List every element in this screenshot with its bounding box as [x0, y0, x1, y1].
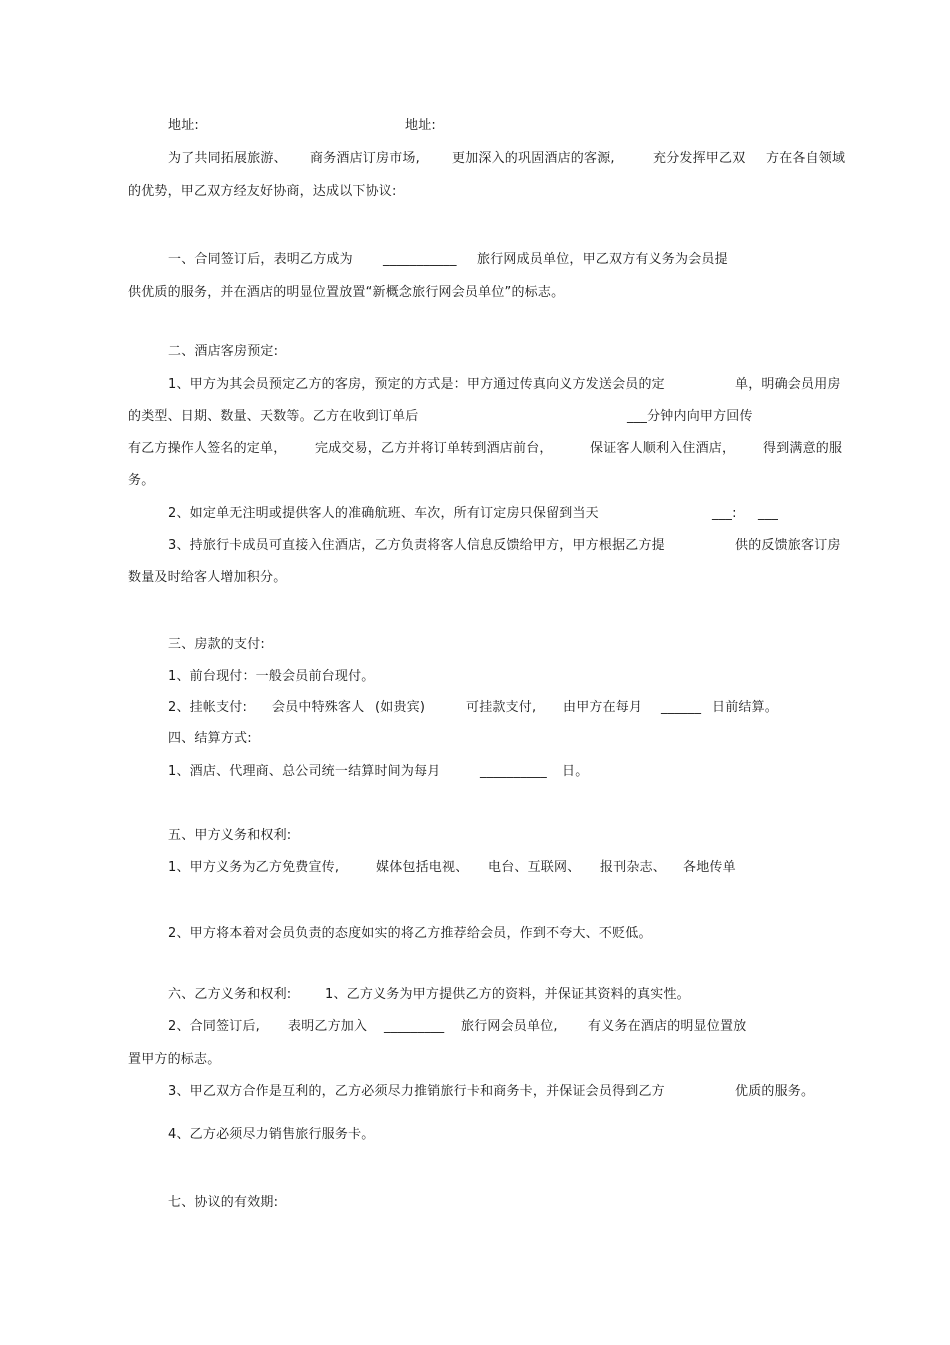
section4-item1-segment: 日。	[562, 764, 589, 779]
section2-item1-segment: 的类型、日期、数量、天数等。乙方在收到订单后	[128, 409, 419, 424]
address-label-party-a: 地址:	[168, 118, 199, 133]
section1-segment: 旅行网成员单位，甲乙双方有义务为会员提	[477, 252, 728, 267]
section4-heading: 四、结算方式:	[168, 731, 252, 746]
section6-item2-segment: 表明乙方加入	[288, 1019, 368, 1034]
section2-item1-segment: 1、甲方为其会员预定乙方的客房，预定的方式是：甲方通过传真向义方发送会员的定	[168, 377, 665, 392]
address-label-party-b: 地址:	[405, 118, 436, 133]
section6-item2-segment: 2、合同签订后,	[168, 1019, 261, 1034]
section3-item2-segment: 会员中特殊客人	[272, 700, 365, 715]
section6-item1: 1、乙方义务为甲方提供乙方的资料，并保证其资料的真实性。	[325, 987, 690, 1002]
section5-item1-segment: 电台、互联网、	[488, 860, 581, 875]
preamble-segment: 方在各自领域	[766, 151, 846, 166]
section6-item3-segment: 3、甲乙双方合作是互利的，乙方必须尽力推销旅行卡和商务卡，并保证会员得到乙方	[168, 1084, 665, 1099]
section6-heading: 六、乙方义务和权利:	[168, 987, 292, 1002]
section2-item2-segment: 2、如定单无注明或提供客人的准确航班、车次，所有订定房只保留到当天	[168, 506, 599, 521]
section2-item2-blank: ___	[758, 506, 779, 521]
section2-item3-segment: 供的反馈旅客订房	[735, 538, 841, 553]
section3-item2-segment: 2、挂帐支付:	[168, 700, 248, 715]
section5-item2: 2、甲方将本着对会员负责的态度如实的将乙方推荐给会员，作到不夸大、不贬低。	[168, 926, 652, 941]
section6-item4: 4、乙方必须尽力销售旅行服务卡。	[168, 1127, 375, 1142]
section3-item1: 1、前台现付：一般会员前台现付。	[168, 669, 375, 684]
section2-heading: 二、酒店客房预定:	[168, 344, 279, 359]
section5-heading: 五、甲方义务和权利:	[168, 828, 292, 843]
section5-item1-segment: 1、甲方义务为乙方免费宣传,	[168, 860, 340, 875]
section2-item2-blank: ___:	[712, 506, 737, 521]
section2-item3-segment: 3、持旅行卡成员可直接入住酒店，乙方负责将客人信息反馈给甲方，甲方根据乙方提	[168, 538, 665, 553]
preamble-segment: 充分发挥甲乙双	[653, 151, 746, 166]
preamble-line: 的优势，甲乙双方经友好协商，达成以下协议:	[128, 184, 397, 199]
preamble-segment: 为了共同拓展旅游、	[168, 151, 287, 166]
section3-item2-segment: 由甲方在每月	[563, 700, 643, 715]
section2-item1-segment: 单，明确会员用房	[735, 377, 841, 392]
section2-item3-line: 数量及时给客人增加积分。	[128, 570, 287, 585]
preamble-segment: 更加深入的巩固酒店的客源,	[452, 151, 615, 166]
section2-item1-segment: 得到满意的服	[763, 441, 843, 456]
section3-item2-segment: 日前结算。	[712, 700, 779, 715]
section6-item3-segment: 优质的服务。	[735, 1084, 815, 1099]
section3-heading: 三、房款的支付:	[168, 637, 265, 652]
section5-item1-segment: 各地传单	[683, 860, 736, 875]
section2-item1-segment: 有乙方操作人签名的定单，	[128, 441, 287, 456]
section2-item1-segment: 保证客人顺利入住酒店，	[590, 441, 736, 456]
section4-item1-blank: __________	[480, 764, 547, 779]
preamble-segment: 商务酒店订房市场,	[310, 151, 420, 166]
section2-item1-segment: 完成交易，乙方并将订单转到酒店前台，	[315, 441, 553, 456]
section4-item1-segment: 1、酒店、代理商、总公司统一结算时间为每月	[168, 764, 441, 779]
section6-item2-segment: 旅行网会员单位,	[461, 1019, 558, 1034]
section6-item2-segment: 有义务在酒店的明显位置放	[588, 1019, 747, 1034]
section2-item1-line: 务。	[128, 473, 155, 488]
section1-blank: ___________	[383, 252, 457, 267]
section5-item1-segment: 报刊杂志、	[600, 860, 667, 875]
section3-item2-segment: 可挂款支付,	[466, 700, 537, 715]
section7-heading: 七、协议的有效期:	[168, 1195, 279, 1210]
section3-item2-blank: ______	[661, 700, 702, 715]
section6-item2-line: 置甲方的标志。	[128, 1052, 221, 1067]
section5-item1-segment: 媒体包括电视、	[376, 860, 469, 875]
section3-item2-segment: (如贵宾)	[375, 700, 426, 715]
section6-item2-blank: _________	[384, 1019, 445, 1034]
section1-line: 供优质的服务，并在酒店的明显位置放置“新概念旅行网会员单位”的标志。	[128, 285, 565, 300]
section2-item1-segment: ___分钟内向甲方回传	[627, 409, 753, 424]
section1-segment: 一、合同签订后，表明乙方成为	[168, 252, 353, 267]
